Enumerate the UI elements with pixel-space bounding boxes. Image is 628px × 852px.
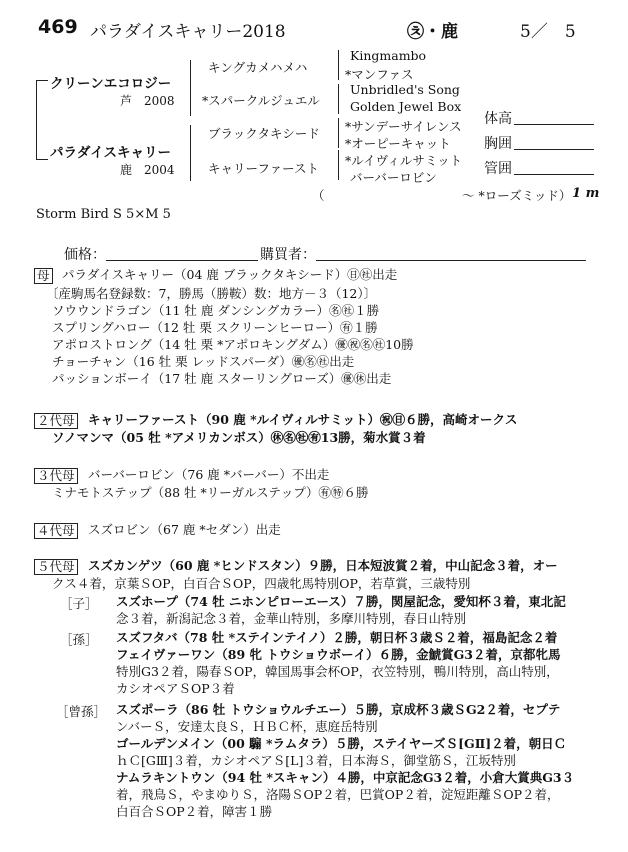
buyer-field[interactable] [316, 260, 586, 261]
bracket-sire [190, 60, 191, 116]
sire-sire-sire: Kingmambo [350, 48, 427, 63]
great-grandchild-label: ［曾孫］ [56, 704, 107, 719]
sire-sire: キングカメハメハ [208, 60, 308, 75]
bracket-ss [338, 50, 339, 80]
height-label: 体高 [484, 111, 512, 127]
buyer-label: 購買者： [260, 247, 316, 263]
bracket-sd [338, 84, 339, 114]
girth-label: 胸囲 [484, 136, 512, 152]
great-grandchild-block: スズポーラ（86 牡 トウショウルチエー）５勝，京成杯３歳ＳG2２着，セプテ ンバーＳ，安達太良Ｓ，ＨＢＣ杯，恵庭岳特別 ゴールデンメイン（00 騸 *ラムタラ）５勝，ステイヤーズＳ[GⅡ]２着，朝日Ｃ ｈＣ[GⅢ]３着，カシオペアＳ[L]３着，日本海Ｓ，御堂筋Ｓ，江坂特別 ナムラキントウン（94 牡 *スキャン）４勝，中京記念G3２着，小倉大賞典G3３ 着，飛鳥Ｓ，やまゆりＳ，洛陽ＳOP２着，巴賞OP２着，淀短距離ＳOP２着， 白百合ＳOP２着，障害１勝 [116, 702, 575, 819]
progeny-4: チョーチャン（16 牡 栗 レッドスパーダ）㊝㊔㊓出走 [52, 354, 355, 369]
family-number: 1 m [572, 186, 600, 201]
dam-sire-dam: *オーピーキャット [345, 136, 451, 151]
sire-dam-dam: Golden Jewel Box [350, 99, 462, 114]
dam-info: 鹿 2004 [120, 163, 175, 177]
fourth-dam-line-1: スズロビン（67 鹿 *セダン）出走 [88, 522, 281, 537]
dam-section-body [46, 285, 414, 387]
horse-title: パラダイスキャリー2018 [90, 22, 286, 42]
dam-label: 母 [34, 268, 53, 284]
sire-info: 芦 2008 [120, 94, 175, 108]
dam-sire: ブラックタキシード [208, 126, 320, 141]
sire-sire-dam: *マンファス [345, 67, 414, 82]
dam-line-1: パラダイスキャリー（04 鹿 ブラックタキシード）㊐㊓出走 [62, 267, 398, 282]
bracket-ds [338, 118, 339, 148]
dam-sire-sire: *サンデーサイレンス [345, 119, 462, 134]
cannon-field[interactable] [514, 174, 594, 175]
bracket-top [36, 80, 48, 81]
second-dam-line-2: ソノマンマ（05 牡 *アメリカンボス）㊡㊔㊓㊒13勝，菊水賞３着 [52, 430, 426, 445]
fourth-dam-label: ４代母 [34, 523, 78, 539]
progeny-1: ソウウンドラゴン（11 牡 鹿 ダンシングカラー）㊔㊓１勝 [52, 303, 380, 318]
price-field[interactable] [106, 260, 258, 261]
progeny-5: パッションボーイ（17 牡 鹿 スターリングローズ）㊝㊡出走 [52, 371, 392, 386]
grandchild-block: スズフタバ（78 牡 *ステインテイノ）２勝，朝日杯３歳Ｓ２着，福島記念２着 フェイヴァーワン（89 牝 トウショウボーイ）６勝，金鯱賞G3２着，京都牝馬 特別G3２着，陽春ＳOP，韓国馬事会杯OP，衣笠特別，鴨川特別，高山特別， カシオペアＳOP３着 [116, 630, 561, 696]
grandchild-label: ［孫］ [60, 632, 98, 647]
lot-number: 469 [38, 16, 78, 38]
bracket-dam [190, 125, 191, 181]
second-dam-line-1: キャリーファースト（90 鹿 *ルイヴィルサミット）㊗㊐６勝，高崎オークス [88, 412, 518, 427]
progeny-2: スプリングハロー（12 牡 栗 スクリーンヒーロー）㊒１勝 [52, 320, 378, 335]
girth-field[interactable] [514, 149, 594, 150]
height-field[interactable] [514, 124, 594, 125]
child-label: ［子］ [60, 596, 98, 611]
dam-dam-dam: バーバーロビン [350, 170, 437, 185]
bracket-main [36, 80, 37, 160]
child-block: スズホープ（74 牡 ニホンピローエース）７勝，関屋記念，愛知杯３着，東北記 念３着，新潟記念３着，金華山特別，多摩川特別，春日山特別 [116, 594, 566, 626]
tail-family: （ 〜 *ローズミッド） [312, 188, 572, 203]
sire-dam: *スパークルジュエル [202, 93, 320, 108]
dam-progeny-summary: 〔産駒馬名登録数：7，勝馬（勝鞍）数：地方－３（12）〕 [46, 286, 377, 301]
progeny-3: アポロストロング（14 牡 栗 *アポロキングダム）㊝㊗㊔㊓10勝 [52, 337, 414, 352]
fifth-dam-label: ５代母 [34, 559, 78, 575]
price-label: 価格： [64, 247, 106, 263]
page-indicator: 5／ 5 [520, 22, 576, 42]
dam-dam: キャリーファースト [208, 161, 320, 176]
inbreeding: Storm Bird S 5×M 5 [36, 207, 171, 222]
third-dam-label: ３代母 [34, 468, 78, 484]
dam-name: パラダイスキャリー [50, 145, 171, 161]
cannon-label: 管囲 [484, 161, 512, 177]
sire-name: クリーンエコロジー [50, 76, 172, 92]
third-dam-line-2: ミナモトステップ（88 牡 *リーガルステップ）㊒㊕６勝 [52, 485, 369, 500]
bracket-bottom [36, 159, 48, 160]
third-dam-line-1: バーバーロビン（76 鹿 *バーバー）不出走 [88, 467, 330, 482]
dam-dam-sire: *ルイヴィルサミット [345, 153, 463, 168]
fifth-dam-line-1: スズカンゲツ（60 鹿 *ヒンドスタン）９勝，日本短波賞２着，中山記念３着，オー [88, 558, 558, 573]
bracket-dd [338, 150, 339, 180]
second-dam-label: ２代母 [34, 413, 78, 429]
sire-dam-sire: Unbridled's Song [350, 82, 460, 97]
sex-color: ㉩・鹿 [407, 22, 458, 42]
fifth-dam-line-2: クス４着，京葉ＳOP，白百合ＳOP，四歳牝馬特別OP，若草賞，三歳特別 [52, 576, 471, 591]
